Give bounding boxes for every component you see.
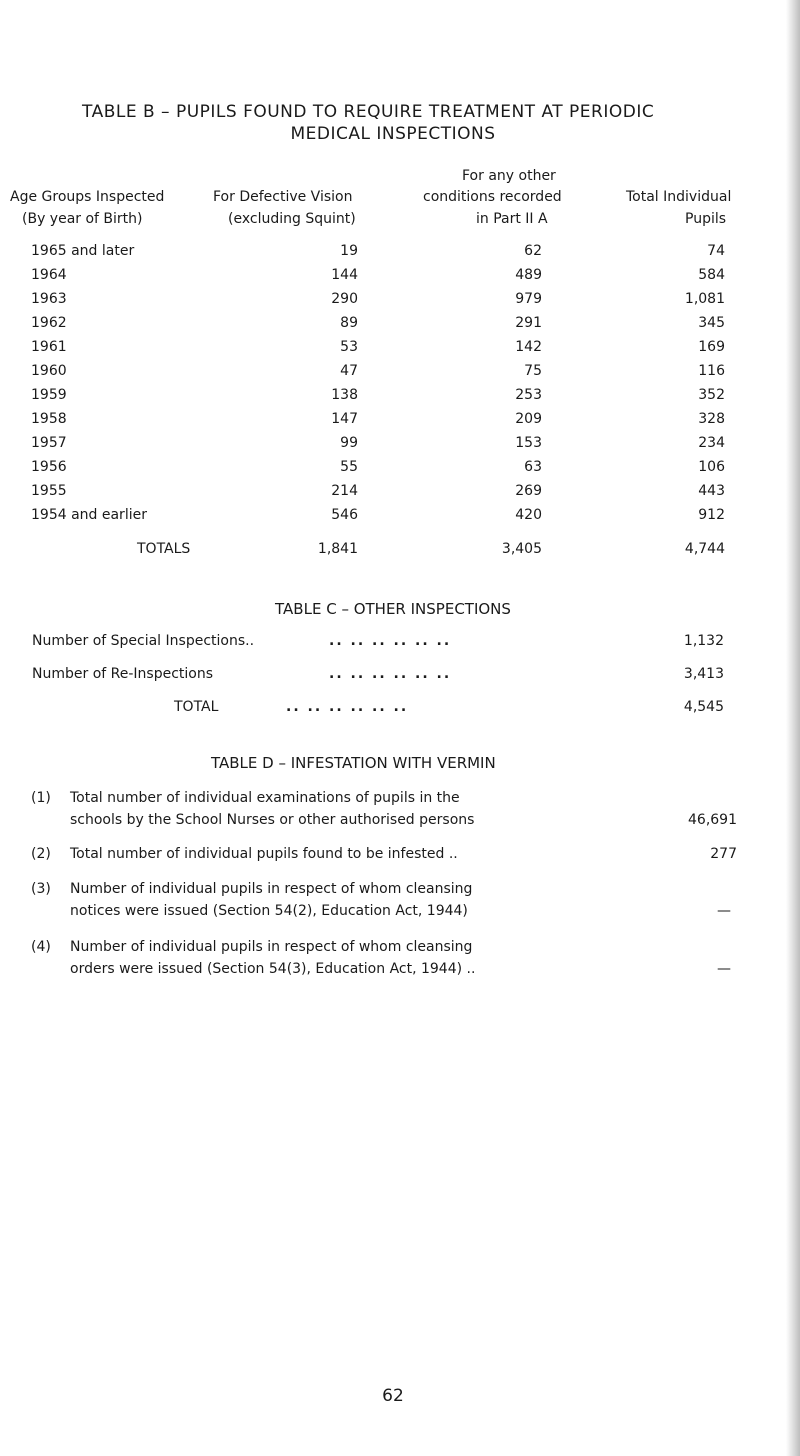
dot-leader: .. .. .. .. .. .. xyxy=(329,666,452,682)
item-value: 277 xyxy=(710,846,737,862)
total-cell: 1,081 xyxy=(684,291,725,307)
other-cell: 209 xyxy=(515,411,542,427)
item-text-line2: orders were issued (Section 54(3), Education Act, 1944) .. xyxy=(70,961,476,977)
table-row xyxy=(0,387,786,407)
other-cell: 62 xyxy=(524,243,542,259)
vision-cell: 144 xyxy=(331,267,358,283)
total-cell: 345 xyxy=(698,315,725,331)
header-other-line0: For any other xyxy=(462,168,556,184)
item-text-line2: schools by the School Nurses or other authorised persons xyxy=(70,812,475,828)
age-cell: 1957 xyxy=(31,435,67,451)
header-age-line1: Age Groups Inspected xyxy=(10,189,165,205)
age-cell: 1965 and later xyxy=(31,243,135,259)
age-cell: 1955 xyxy=(31,483,67,499)
other-cell: 291 xyxy=(515,315,542,331)
header-vision-line1: For Defective Vision xyxy=(213,189,353,205)
vision-cell: 214 xyxy=(331,483,358,499)
age-cell: 1961 xyxy=(31,339,67,355)
table-row xyxy=(0,243,786,263)
totals-other: 3,405 xyxy=(501,541,542,557)
totals-total: 4,744 xyxy=(684,541,725,557)
item-number: (4) xyxy=(31,939,51,955)
page-number: 62 xyxy=(382,1386,404,1406)
total-cell: 912 xyxy=(698,507,725,523)
total-cell: 352 xyxy=(698,387,725,403)
age-cell: 1956 xyxy=(31,459,67,475)
age-cell: 1964 xyxy=(31,267,67,283)
other-cell: 420 xyxy=(515,507,542,523)
special-inspections-value: 1,132 xyxy=(683,633,724,649)
vision-cell: 47 xyxy=(340,363,358,379)
totals-label: TOTALS xyxy=(137,541,191,557)
other-cell: 142 xyxy=(515,339,542,355)
total-cell: 106 xyxy=(698,459,725,475)
vision-cell: 138 xyxy=(331,387,358,403)
special-inspections-label: Number of Special Inspections.. xyxy=(32,633,255,649)
reinspections-value: 3,413 xyxy=(683,666,724,682)
vision-cell: 546 xyxy=(331,507,358,523)
item-number: (2) xyxy=(31,846,51,862)
other-cell: 253 xyxy=(515,387,542,403)
header-total-line2: Pupils xyxy=(685,211,727,227)
item-text-line2: notices were issued (Section 54(2), Education Act, 1944) xyxy=(70,903,468,919)
vision-cell: 290 xyxy=(331,291,358,307)
age-cell: 1960 xyxy=(31,363,67,379)
table-row xyxy=(0,267,786,287)
header-total-line1: Total Individual xyxy=(626,189,732,205)
table-b-title-line2: MEDICAL INSPECTIONS xyxy=(290,124,496,144)
table-d-title: TABLE D – INFESTATION WITH VERMIN xyxy=(211,754,496,772)
table-row xyxy=(0,291,786,311)
header-other-line1: conditions recorded xyxy=(423,189,562,205)
table-row xyxy=(0,339,786,359)
other-cell: 489 xyxy=(515,267,542,283)
table-row xyxy=(0,315,786,335)
table-row xyxy=(0,507,786,527)
age-cell: 1954 and earlier xyxy=(31,507,147,523)
item-value: — xyxy=(717,961,731,977)
total-cell: 234 xyxy=(698,435,725,451)
item-value: — xyxy=(717,903,731,919)
item-text-line1: Number of individual pupils in respect of whom cleansing xyxy=(70,939,473,955)
vision-cell: 55 xyxy=(340,459,358,475)
vision-cell: 99 xyxy=(340,435,358,451)
header-age-line2: (By year of Birth) xyxy=(22,211,143,227)
vision-cell: 19 xyxy=(340,243,358,259)
total-cell: 328 xyxy=(698,411,725,427)
vision-cell: 53 xyxy=(340,339,358,355)
item-number: (3) xyxy=(31,881,51,897)
table-c-row-total xyxy=(0,699,786,719)
age-cell: 1958 xyxy=(31,411,67,427)
total-cell: 443 xyxy=(698,483,725,499)
page-edge-shadow xyxy=(786,0,800,1456)
item-value: 46,691 xyxy=(688,812,737,828)
table-row xyxy=(0,411,786,431)
table-b-title-line1: TABLE B – PUPILS FOUND TO REQUIRE TREATMENT AT PERIODIC xyxy=(82,102,655,122)
reinspections-label: Number of Re-Inspections xyxy=(32,666,214,682)
totals-row xyxy=(0,541,786,561)
table-c-row-reinspections xyxy=(0,666,786,686)
other-cell: 269 xyxy=(515,483,542,499)
vision-cell: 147 xyxy=(331,411,358,427)
table-row xyxy=(0,435,786,455)
item-number: (1) xyxy=(31,790,51,806)
total-cell: 584 xyxy=(698,267,725,283)
item-text-line1: Total number of individual pupils found to be infested .. xyxy=(70,846,458,862)
total-cell: 116 xyxy=(698,363,725,379)
total-cell: 169 xyxy=(698,339,725,355)
other-cell: 63 xyxy=(524,459,542,475)
table-c-title: TABLE C – OTHER INSPECTIONS xyxy=(275,600,511,618)
total-cell: 74 xyxy=(707,243,725,259)
other-cell: 153 xyxy=(515,435,542,451)
age-cell: 1959 xyxy=(31,387,67,403)
other-cell: 75 xyxy=(524,363,542,379)
header-other-line2: in Part II A xyxy=(476,211,548,227)
item-text-line1: Number of individual pupils in respect of whom cleansing xyxy=(70,881,473,897)
dot-leader: .. .. .. .. .. .. xyxy=(329,633,452,649)
other-cell: 979 xyxy=(515,291,542,307)
table-row xyxy=(0,363,786,383)
table-row xyxy=(0,459,786,479)
table-c-total-value: 4,545 xyxy=(683,699,724,715)
table-row xyxy=(0,483,786,503)
item-text-line1: Total number of individual examinations of pupils in the xyxy=(70,790,460,806)
table-c-total-label: TOTAL xyxy=(174,699,219,715)
header-vision-line2: (excluding Squint) xyxy=(228,211,356,227)
totals-vision: 1,841 xyxy=(317,541,358,557)
dot-leader: .. .. .. .. .. .. xyxy=(286,699,409,715)
table-c-row-special xyxy=(0,633,786,653)
age-cell: 1963 xyxy=(31,291,67,307)
age-cell: 1962 xyxy=(31,315,67,331)
vision-cell: 89 xyxy=(340,315,358,331)
